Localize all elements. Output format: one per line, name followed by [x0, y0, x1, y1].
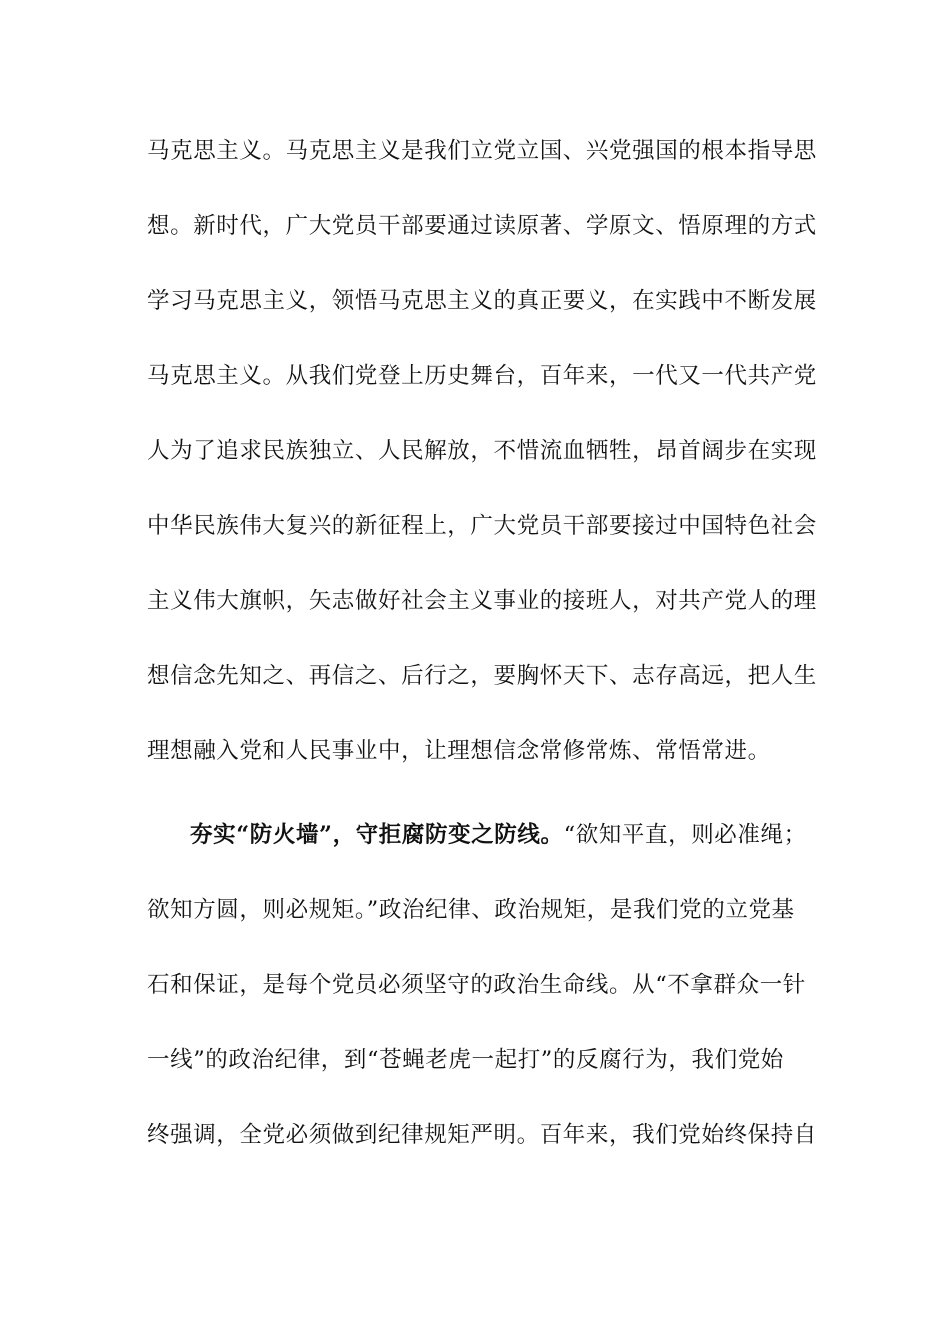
- paragraph-line: 石和保证，是每个党员必须坚守的政治生命线。从“不拿群众一针: [147, 972, 806, 998]
- paragraph-line: 想。新时代，广大党员干部要通过读原著、学原文、悟原理的方式: [147, 213, 817, 239]
- paragraph-line: 想信念先知之、再信之、后行之，要胸怀天下、志存高远，把人生: [147, 663, 817, 689]
- paragraph-line: 学习马克思主义，领悟马克思主义的真正要义，在实践中不断发展: [147, 288, 817, 314]
- paragraph-line: 一线”的政治纪律，到“苍蝇老虎一起打”的反腐行为，我们党始: [147, 1047, 784, 1073]
- paragraph-line: 欲知方圆，则必规矩。”政治纪律、政治规矩，是我们党的立党基: [147, 897, 795, 923]
- paragraph-line: 人为了追求民族独立、人民解放，不惜流血牺牲，昂首阔步在实现: [147, 438, 817, 464]
- paragraph-line: 马克思主义。从我们党登上历史舞台，百年来，一代又一代共产党: [147, 363, 817, 389]
- paragraph-line: 中华民族伟大复兴的新征程上，广大党员干部要接过中国特色社会: [147, 513, 817, 539]
- quote-text: “欲知平直，则必准绳；: [563, 822, 807, 848]
- paragraph-first-line: [190, 820, 807, 850]
- paragraph-line: 终强调，全党必须做到纪律规矩严明。百年来，我们党始终保持自: [147, 1122, 817, 1148]
- paragraph-line: 马克思主义。马克思主义是我们立党立国、兴党强国的根本指导思: [147, 138, 817, 164]
- paragraph-line: 理想融入党和人民事业中，让理想信念常修常炼、常悟常进。: [147, 738, 771, 764]
- paragraph-line: 主义伟大旗帜，矢志做好社会主义事业的接班人，对共产党人的理: [147, 588, 817, 614]
- section-heading: 夯实“防火墙”，守拒腐防变之防线。: [190, 822, 564, 848]
